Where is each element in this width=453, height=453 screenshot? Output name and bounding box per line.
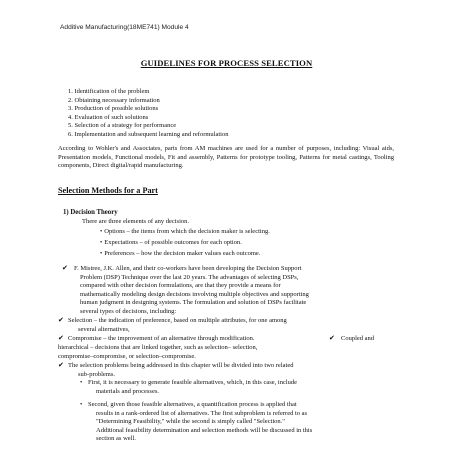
checkmark-icon: ✔ — [58, 334, 64, 342]
section-heading: Selection Methods for a Part — [58, 186, 158, 195]
text-line: The selection problems being addressed in this chapter will be divided into two related — [68, 362, 294, 369]
page-header: Additive Manufacturing(18ME741) Module 4 — [60, 24, 189, 31]
wohlers-paragraph: According to Wohler's and Associates, parts from AM machines are used for a number of purposes, including: Visual aids, Presentation models, Functional models, Fit and assembly, Patterns for prototype tooling, Patterns for metal castings, Tooling components, Direct digital/rapid manufacturing. — [58, 145, 394, 170]
text-line: materials and processes. — [96, 387, 159, 395]
text-line: Problem (DSP) Technique over the last 20 years. The advantages of selecting DSPs, — [80, 273, 299, 281]
list-item: 3. Production of possible solutions — [68, 105, 159, 113]
text-line: compromise–compromise, or selection–compromise. — [58, 352, 196, 360]
text-line: Coupled and — [341, 335, 375, 342]
text-line: Compromise – the improvement of an alternative through modification. — [68, 335, 255, 342]
text-line: hierarchical – decisions that are linked together, such as selection– selection, — [58, 344, 258, 351]
checkmark-icon: ✔ — [62, 264, 68, 272]
checkmark-icon: ✔ — [329, 334, 335, 342]
bullet-dot-icon: • — [80, 379, 83, 386]
text-line: Second, given those feasible alternatives, a quantification process is applied that — [88, 401, 297, 408]
bullet-dot-icon: • — [100, 250, 103, 257]
text-line: "Determining Feasibility," while the second is simply called "Selection." — [96, 418, 285, 426]
text-line: several alternatives, — [78, 325, 130, 333]
checkmark-icon: ✔ — [58, 361, 64, 369]
first-subproblem — [88, 379, 297, 396]
list-item: 4. Evaluation of such solutions — [68, 113, 149, 121]
checkmark-icon: ✔ — [58, 316, 64, 324]
text-line: mathematically modeling design decisions involving multiple objectives and supporting — [80, 290, 309, 298]
list-item: 2. Obtaining necessary information — [68, 96, 160, 104]
second-subproblem — [88, 401, 312, 444]
page-title: GUIDELINES FOR PROCESS SELECTION — [140, 58, 313, 68]
subsection-heading: 1) Decision Theory — [63, 209, 118, 216]
coupled-item-continued — [58, 344, 257, 361]
text-line: section as well. — [96, 435, 136, 443]
bullet-dot-icon: • — [100, 228, 103, 235]
list-item: 6. Implementation and subsequent learning and reformulation — [68, 130, 229, 138]
list-item — [100, 228, 270, 235]
selection-item — [68, 317, 287, 334]
decision-intro: There are three elements of any decision. — [82, 218, 190, 225]
compromise-item — [68, 335, 254, 344]
text-line: several types of decisions, including: — [80, 307, 177, 315]
list-item: 1. Identification of the problem — [68, 88, 150, 95]
text-line: human judgment in designing systems. The formulation and solution of DSPs facilitate — [80, 299, 307, 307]
bullet-text: Expectations – of possible outcomes for each option. — [104, 239, 242, 246]
text-line: Additional feasibility determination and selection methods will be discussed in this — [96, 426, 313, 434]
bullet-dot-icon: • — [80, 401, 83, 408]
text-line: F. Mistree, J.K. Allen, and their co-workers have been developing the Decision Support — [74, 265, 302, 272]
text-line: Selection – the indication of preference, based on multiple attributes, for one among — [68, 317, 287, 324]
mistree-paragraph — [74, 265, 309, 317]
coupled-item-start — [341, 335, 374, 344]
process-steps-list — [68, 88, 228, 140]
text-line: First, it is necessary to generate feasible alternatives, which, in this case, include — [88, 379, 298, 386]
bullet-dot-icon: • — [100, 239, 103, 246]
subproblem-item — [68, 362, 293, 379]
bullet-text: Options – the items from which the decision maker is selecting. — [104, 228, 270, 235]
text-line: sub-problems. — [78, 370, 116, 378]
text-line: results in a rank-ordered list of alternatives. The first subproblem is referred to as — [96, 409, 308, 417]
list-item: 5. Selection of a strategy for performance — [68, 122, 177, 130]
bullet-text: Preferences – how the decision maker values each outcome. — [104, 250, 261, 257]
text-line: compared with other decision formulations, are that they provide a means for — [80, 282, 281, 290]
list-item — [100, 250, 260, 257]
list-item — [100, 239, 242, 246]
